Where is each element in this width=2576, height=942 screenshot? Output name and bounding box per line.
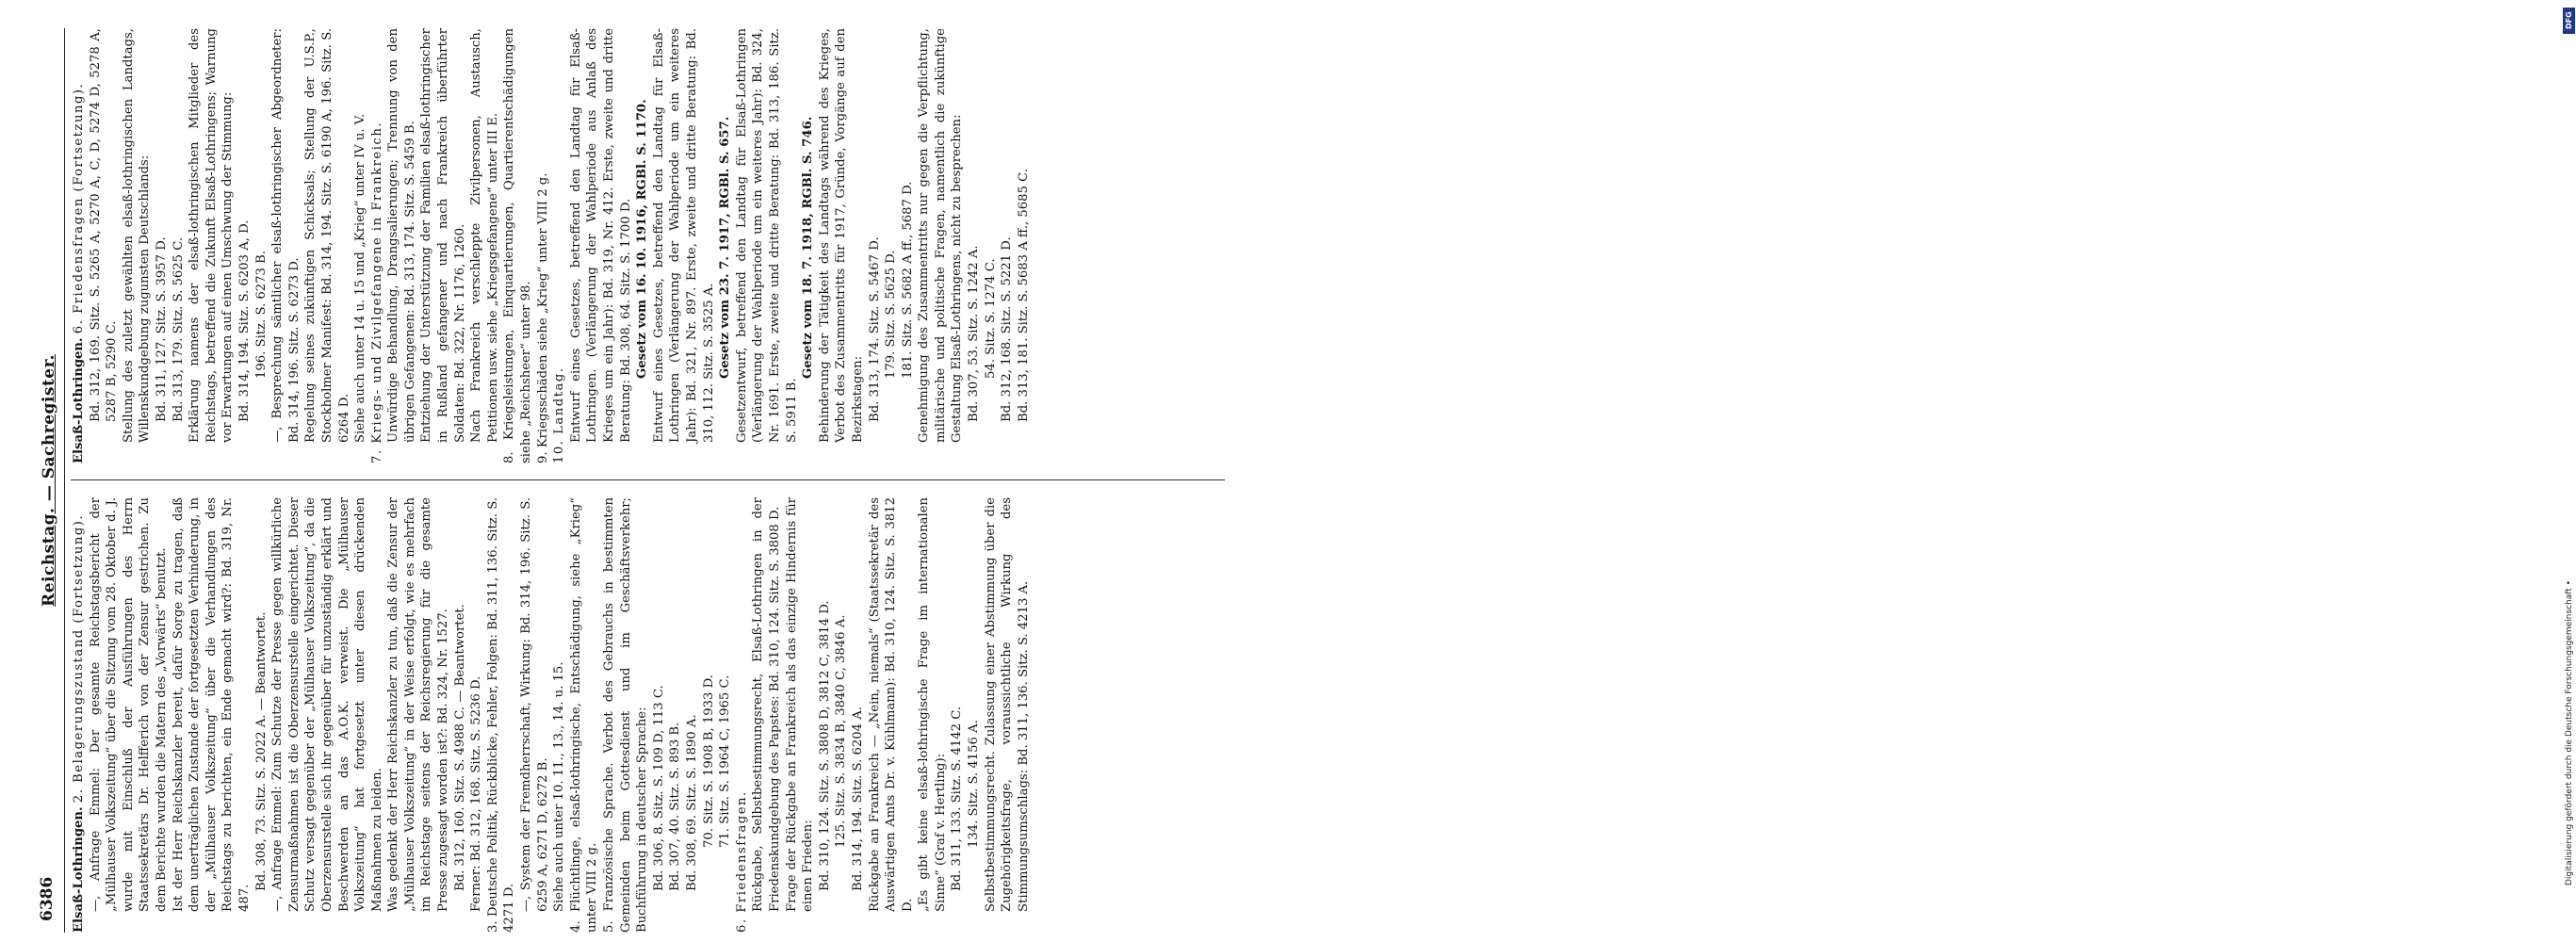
entry-reference: Bd. 312, 160. Sitz. S. 4988 C. — Beantwortet. [452, 604, 467, 891]
entry-paragraph: Entwurf eines Gesetzes, betreffend den Landtag für Elsaß-Lothringen (Verlängerung der Wahlperiode um ein weiteres Jahr): Bd. 321, Nr. 897. Erste, zweite und dritte Beratung: Bd. 310, 112. Sitz. S. 3525 A. [651, 28, 716, 443]
entry-reference: Bd. 314, 194. Sitz. S. 6204 A. [850, 706, 865, 891]
entry-paragraph: Entziehung der Unterstützung der Familien elsaß-lothringischer in Rußland gefangener und nach Frankreich überführter Soldaten: Bd. 322, Nr. 1176, 1260. [419, 28, 467, 443]
page-number: 6386 [38, 876, 57, 921]
entry-paragraph: Entwurf eines Gesetzes, betreffend den Landtag für Elsaß-Lothringen. (Verlängerung der Wahlperiode aus Anlaß des Krieges um ein Jahr): Bd. 319, Nr. 412. Erste, zweite und dritte Beratung: Bd. 308, 64. Sitz. S. 1700 D. [568, 28, 633, 443]
entry-paragraph: Frage der Rückgabe an Frankreich als das einzige Hindernis für einen Frieden: [784, 497, 816, 912]
entry-reference: 54. Sitz. S. 1274 C. [983, 258, 998, 379]
entry-paragraph: Behinderung der Tätigkeit des Landtags während des Krieges, Verbot des Zusammentritts für 1917, Gründe, Vorgänge auf den Bezirkstagen: [817, 28, 865, 443]
entry-reference: Bd. 308, 69. Sitz. S. 1890 A. [684, 714, 699, 891]
entry-paragraph: Selbstbestimmungsrecht. Zulassung einer Abstimmung über die Zugehörigkeitsfrage, voraussichtliche Wirkung des Stimmungsumschlags: Bd. 311, 136. Sitz. S. 4213 A. [983, 497, 1031, 912]
entry-reference: Bd. 311, 133. Sitz. S. 4142 C. [950, 706, 965, 891]
section-label: Elsaß-Lothringen. [72, 337, 86, 463]
numbered-item: 7. Kriegs- und Zivilgefangene in Frankreich. [369, 121, 384, 463]
numbered-item: 10. Landtag. [552, 366, 567, 463]
law-reference: Gesetz vom 23. 7. 1917, RGBl. S. 657. [718, 116, 733, 379]
entry-paragraph: Regelung seines zukünftigen Schicksals; Stellung der U.S.P., Stockholmer Manifest: Bd. 314, 194. Sitz. S. 6190 A, 196. Sitz. S. 6264 D. [303, 28, 351, 443]
entry-paragraph: —, Anfrage Emmel: Zum Schutze der Presse gegen willkürliche Zensurmaßnahmen ist die Oberzensurstelle eingerichtet. Dieser Schutz versagt gegenüber der „Mülhauser Volkszeitung“, da die Oberzensurstelle sich ihr gegenüber für unzuständig erklärt und Beschwerden an das A.O.K. verweist. Die „Mülhauser Volkszeitung“ hat fortgesetzt unter diesen drückenden Maßnahmen zu leiden. [270, 497, 384, 912]
entry-reference: Bd. 312, 169. Sitz. S. 5265 A, 5270 A, C, D, 5274 D, 5278 A, 5287 B, 5290 C. [88, 28, 120, 422]
section-continuation: 6. Friedensfragen (Fortsetzung). [72, 82, 86, 334]
entry-paragraph: —, Anfrage Emmel: Der gesamte Reichstagsbericht der „Mülhauser Volkszeitung“ über die Sitzung vom 28. Oktober d. J. wurde mit Einschluß der Ausführungen des Herrn Staatssekretärs Dr. Helfferich von der Zensur gestrichen. Zu dem Berichte wurden die Matern des „Vorwärts“ benutzt. [88, 497, 169, 912]
entry-reference: 181. Sitz. S. 5682 A ff., 5687 D. [900, 181, 915, 379]
entry-reference: Bd. 307, 40. Sitz. S. 893 B. [668, 722, 683, 891]
entry-reference: Bd. 311, 127. Sitz. S. 3957 D. [154, 236, 169, 422]
entry-paragraph: Stellung des zuletzt gewählten elsaß-lothringischen Landtags, Willenskundgebung zugunsten Deutschlands: [121, 28, 153, 443]
entry-reference: Bd. 306, 8. Sitz. S. 109 D, 113 C. [651, 685, 666, 891]
entry-reference: 134. Sitz. S. 4156 A. [967, 720, 982, 848]
entry-reference: 125. Sitz. S. 3834 B, 3840 C, 3846 A. [834, 614, 849, 848]
entry-reference: Bd. 313, 174. Sitz. S. 5467 D. [867, 236, 882, 422]
entry-reference: Bd. 313, 179. Sitz. S. 5625 C. [171, 236, 186, 422]
numbered-item: 4. Flüchtlinge, elsaß-lothringische, Entschädigung, siehe „Krieg“ unter VIII 2 g. [568, 497, 600, 933]
entry-paragraph: —, System der Fremdherrschaft, Wirkung: Bd. 314, 196. Sitz. S. 6259 A, 6271 D, 6272 B. [519, 497, 550, 912]
page-title: Reichstag. — Sachregister. [40, 354, 58, 607]
numbered-item: 6. Friedensfragen. [734, 790, 749, 933]
law-reference: Gesetz vom 16. 10. 1916, RGBl. S. 1170. [635, 99, 650, 379]
right-column [71, 28, 1032, 463]
entry-paragraph: „Es gibt keine elsaß-lothringische Frage im internationalen Sinne“ (Graf v. Hertling): [917, 497, 948, 912]
entry-reference: Ferner: Bd. 312, 168. Sitz. S. 5236 D. [469, 675, 484, 912]
entry-reference: Bd. 307, 53. Sitz. S. 1242 A. [967, 245, 982, 422]
entry-reference: Bd. 314, 194. Sitz. S. 6203 A, D. [236, 219, 252, 422]
entry-paragraph: Nach Frankreich verschleppte Zivilpersonen, Austausch, Petitionen usw. siehe „Kriegsgefangene“ unter III E. [469, 28, 500, 443]
entry-paragraph: Gesetzentwurf, betreffend den Landtag für Elsaß-Lothringen (Verlängerung der Wahlperiode um ein weiteres Jahr): Bd. 324, Nr. 1691. Erste, zweite und dritte Beratung: Bd. 313, 186. Sitz. S. 5911 B. [734, 28, 799, 443]
numbered-item: 8. Kriegsleistungen, Einquartierungen, Quartierentschädigungen siehe „Reichsheer“ unter 98. [502, 28, 534, 463]
entry-paragraph: Was gedenkt der Herr Reichskanzler zu tun, daß die Zensur der „Mülhauser Volkszeitung“ in der Weise erfolgt, wie es mehrfach im Reichstage seitens der Reichsregierung für die gesamte Presse zugesagt worden ist?: Bd. 324, Nr. 1527. [386, 497, 451, 912]
section-continuation: 2. Belagerungszustand (Fortsetzung). [72, 513, 86, 804]
entry-reference: Siehe auch unter 14 u. 15 und „Krieg“ unter IV u. V. [353, 113, 368, 443]
entry-reference: 196. Sitz. S. 6273 B. [253, 250, 269, 379]
entry-reference: 70. Sitz. S. 1908 B, 1933 D. [701, 674, 716, 848]
entry-reference: Siehe auch unter 10. 11., 13., 14. u. 15. [552, 661, 567, 912]
column-divider [71, 479, 1225, 480]
entry-paragraph: Rückgabe an Frankreich — „Nein, niemals“ (Staatssekretär des Auswärtigen Amts Dr. v. Kühlmann): Bd. 310, 124. Sitz. S. 3812 D. [867, 497, 915, 912]
law-reference: Gesetz vom 18. 7. 1918, RGBl. S. 746. [801, 116, 816, 379]
entry-paragraph: Genehmigung des Zusammentritts nur gegen die Verpflichtung, militärische und politische Fragen, namentlich die zukünftige Gestaltung Elsaß-Lothringens, nicht zu besprechen: [917, 28, 965, 443]
entry-reference: Bd. 312, 168. Sitz. S. 5221 D. [1000, 236, 1015, 422]
entry-paragraph: —, Besprechung sämtlicher elsaß-lothringischer Abgeordneter: Bd. 314, 196. Sitz. S. 6273 D. [270, 28, 302, 443]
left-column [71, 497, 1032, 933]
entry-paragraph: Ist der Herr Reichskanzler bereit, dafür Sorge zu tragen, daß dem unerträglichen Zustande der fortgesetzten Verhinderung, in der „Mülhauser Volkszeitung“ über die Verhandlungen des Reichstags zu berichten, ein Ende gemacht wird?: Bd. 319, Nr. 487. [171, 497, 252, 912]
numbered-item: 9. Kriegsschäden siehe „Krieg“ unter VIII 2 g. [535, 172, 550, 463]
entry-reference: 71. Sitz. S. 1964 C, 1965 C. [718, 674, 733, 848]
entry-reference: Bd. 310, 124. Sitz. S. 3808 D, 3812 C, 3814 D. [817, 600, 832, 891]
numbered-item: 5. Französische Sprache. Verbot des Gebrauchs in bestimmten Gemeinden beim Gottesdienst und im Geschäftsverkehr; Buchführung in deutscher Sprache: [602, 497, 650, 933]
numbered-item: 3. Deutsche Politik, Rückblicke, Fehler, Folgen: Bd. 311, 136. Sitz. S. 4271 D. [485, 497, 517, 933]
entry-reference: Bd. 313, 181. Sitz. S. 5683 A ff., 5685 C. [1016, 169, 1031, 422]
entry-reference: 179. Sitz. S. 5625 D. [884, 250, 899, 379]
entry-paragraph: Unwürdige Behandlung, Drangsalierungen; Trennung von den übrigen Gefangenen: Bd. 313, 174. Sitz. S. 5459 B. [386, 28, 417, 443]
header-rule [64, 28, 65, 933]
entry-reference: Bd. 308, 73. Sitz. S. 2022 A. — Beantwortet. [253, 611, 269, 891]
dfg-logo: DFG [2563, 8, 2575, 34]
entry-paragraph: Rückgabe, Selbstbestimmungsrecht, Elsaß-Lothringen in der Friedenskundgebung des Papstes: Bd. 310, 124. Sitz. S. 3808 D. [751, 497, 782, 912]
digitization-credit: Digitalisierung gefördert durch die Deutsche Forschungsgemeinschaft • [2565, 580, 2574, 885]
section-label: Elsaß-Lothringen. [72, 806, 86, 933]
digitization-sidebar [1274, 0, 2574, 942]
rotated-page-content [19, 28, 1244, 933]
entry-paragraph: Erklärung namens der elsaß-lothringischen Mitglieder des Reichstags, betreffend die Zukunft Elsaß-Lothringens; Warnung vor Erwartungen auf einen Umschwung der Stimmung: [187, 28, 236, 443]
